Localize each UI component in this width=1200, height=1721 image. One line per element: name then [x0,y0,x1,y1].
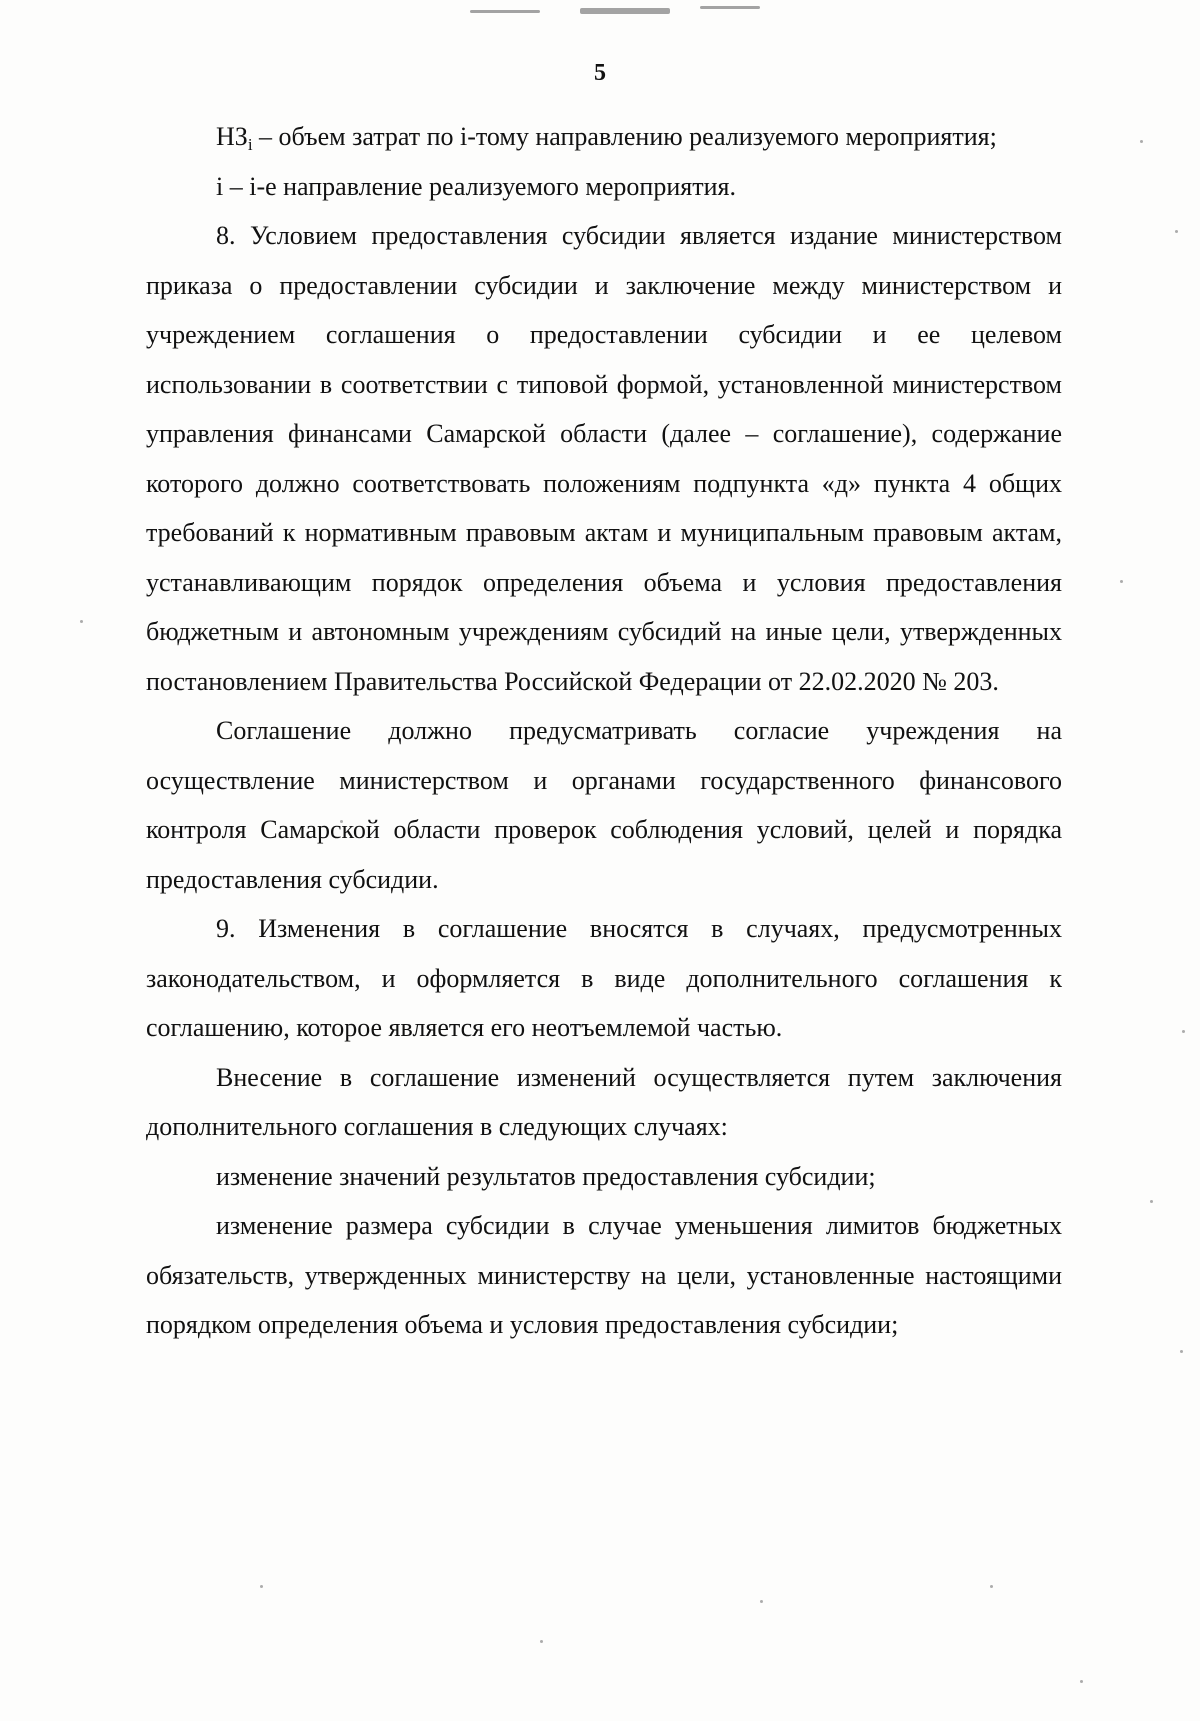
page-number: 5 [594,60,606,86]
paragraph-agreement-consent: Соглашение должно предусматривать согласие учреждения на осуществление министерством и органами государственного финансового контроля Самарской области проверок соблюдения условий, целей и порядка предоставления субсидии. [146,716,1062,894]
paragraph-clause-9: 9. Изменения в соглашение вносятся в случаях, предусмотренных законодательством, и оформляется в виде дополнительного соглашения к соглашению, которое является его неотъемлемой частью. [146,914,1062,1042]
subscript-i: i [247,135,253,154]
scan-artifact-top [470,6,790,22]
variable-nz: НЗ [216,122,248,151]
paragraph-amendment-cases: Внесение в соглашение изменений осуществляется путем заключения дополнительного соглашения в следующих случаях: [146,1062,1062,1141]
document-body [146,112,1062,1350]
paragraph-definition-nz [146,112,1062,162]
paragraph-case-amount: изменение размера субсидии в случае уменьшения лимитов бюджетных обязательств, утвержденных министерству на цели, установленные настоящими порядком определения объема и условия предоставления субсидии; [146,1211,1062,1339]
paragraph-case-results: изменение значений результатов предоставления субсидии; [216,1161,876,1191]
paragraph-text: – объем затрат по i-тому направлению реализуемого мероприятия; [252,122,997,151]
paragraph-definition-i: i – i-е направление реализуемого мероприятия. [216,171,736,201]
paragraph-clause-8: 8. Условием предоставления субсидии является издание министерством приказа о предоставлении субсидии и заключение между министерством и учреждением соглашения о предоставлении субсидии и ее целевом использовании в соответствии с типовой формой, установленной министерством управления финансами Самарской области (далее – соглашение), содержание которого должно соответствовать положениям подпункта «д» пункта 4 общих требований к нормативным правовым актам и муниципальным правовым актам, устанавливающим порядок определения объема и условия предоставления бюджетным и автономным учреждениям субсидий на иные цели, утвержденных постановлением Правительства Российской Федерации от 22.02.2020 № 203. [146,221,1062,696]
